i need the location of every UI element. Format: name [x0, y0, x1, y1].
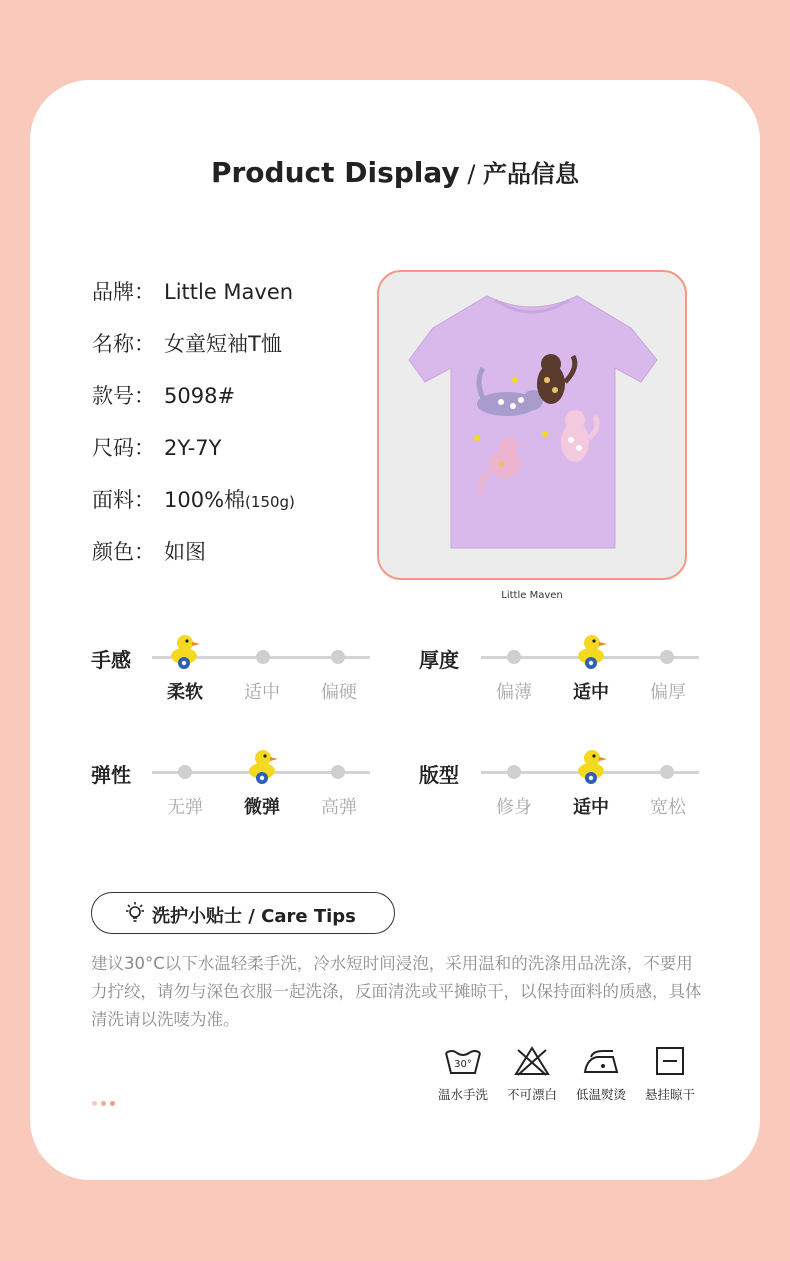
rating-option: 微弹: [244, 797, 280, 818]
rating-option: 偏薄: [496, 682, 532, 703]
care-instructions: 建议30°C以下水温轻柔手洗，冷水短时间浸泡，采用温和的洗涤用品洗涤，不要用力拧绞，请勿与深色衣服一起洗涤，反面清洗或平摊晾干，以保持面料的质感，具体清洗请以洗唛为准。: [91, 954, 702, 1029]
rating-option: 柔软: [167, 682, 203, 703]
care-item-low-iron: [569, 1045, 633, 1103]
rating-dot: [331, 765, 345, 779]
spec-size: 尺码： 2Y-7Y: [92, 436, 222, 460]
rating-option: 偏硬: [321, 682, 357, 703]
low-iron-icon: [581, 1045, 621, 1077]
rating-dot: [507, 765, 521, 779]
rating-option: 适中: [573, 682, 609, 703]
rating-dot: [331, 650, 345, 664]
rating-dot: [660, 765, 674, 779]
care-item-hang-dry: [638, 1045, 702, 1103]
care-item-no-bleach: [500, 1045, 564, 1103]
duck-marker-icon: [575, 632, 609, 670]
care-label: 悬挂晾干: [644, 1087, 695, 1102]
rating-option: 偏厚: [650, 682, 686, 703]
no-bleach-icon: [512, 1045, 552, 1077]
rating-option: 宽松: [650, 797, 686, 818]
care-tips-label: 洗护小贴士 / Care Tips: [152, 906, 356, 927]
care-tips-pill: [91, 892, 395, 934]
spec-fabric: 面料： 100%棉(150g): [92, 488, 295, 512]
care-label: 温水手洗: [437, 1087, 488, 1102]
spec-color: 颜色： 如图: [92, 540, 206, 564]
photo-caption: Little Maven: [501, 590, 563, 601]
svg-text:30°: 30°: [454, 1059, 472, 1070]
rating-dot: [256, 650, 270, 664]
rating-dot: [178, 765, 192, 779]
rating-title-feel: 手感: [91, 648, 131, 672]
spec-style-number: 款号： 5098#: [92, 384, 236, 408]
rating-option: 适中: [244, 682, 280, 703]
hang-dry-icon: [650, 1045, 690, 1077]
lightbulb-icon: [124, 901, 146, 929]
rating-dot: [660, 650, 674, 664]
spec-name: 名称： 女童短袖T恤: [92, 332, 282, 356]
rating-title-elasticity: 弹性: [91, 763, 131, 787]
rating-option: 无弹: [167, 797, 203, 818]
rating-dot: [507, 650, 521, 664]
duck-marker-icon: [168, 632, 202, 670]
rating-option: 修身: [496, 797, 532, 818]
care-label: 低温熨烫: [575, 1087, 626, 1102]
spec-brand: 品牌： Little Maven: [92, 280, 294, 304]
rating-option: 高弹: [321, 797, 357, 818]
rating-title-fit: 版型: [419, 763, 459, 787]
rating-title-thickness: 厚度: [419, 648, 459, 672]
rating-option: 适中: [573, 797, 609, 818]
product-photo: [377, 270, 687, 580]
duck-marker-icon: [246, 747, 280, 785]
tshirt-image: [379, 272, 685, 578]
care-label: 不可漂白: [506, 1087, 557, 1102]
page-title: Product Display / 产品信息: [210, 156, 580, 189]
care-item-hand-wash: [431, 1045, 495, 1103]
duck-marker-icon: [575, 747, 609, 785]
wash-30-icon: [443, 1045, 483, 1077]
pagination-dots: [92, 1091, 119, 1110]
